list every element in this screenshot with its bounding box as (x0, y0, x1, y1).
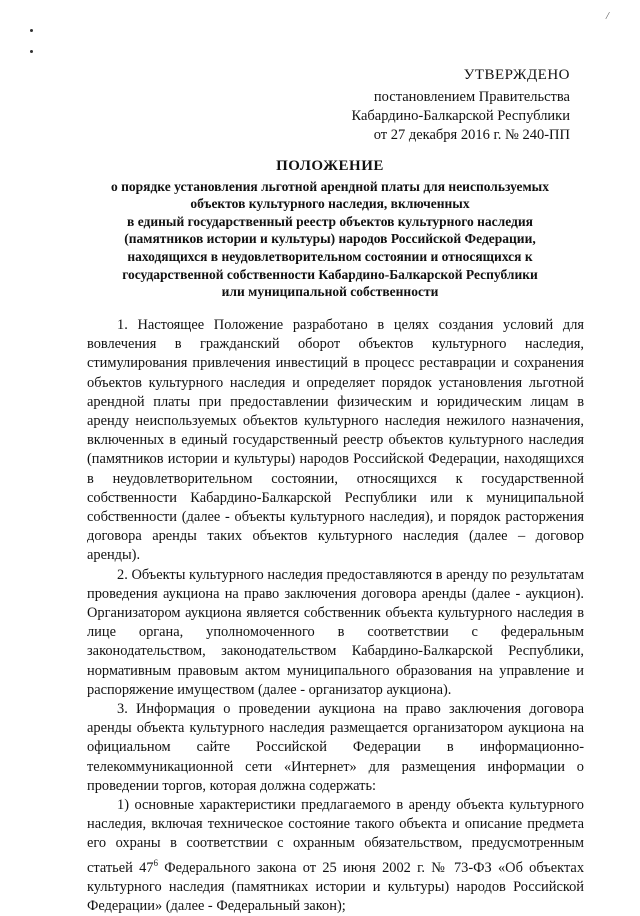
approval-stamp (330, 66, 570, 145)
title-line: (памятников истории и культуры) народов Российской Федерации, (124, 231, 536, 247)
approval-line: Кабардино-Балкарской Республики (351, 108, 570, 124)
paragraph-2: 2. Объекты культурного наследия предоставляются в аренду по результатам проведения аукциона на право заключения договора аренды (далее - аукцион). Организатором аукциона является собственник объекта культурного наследия в лице органа, уполномоченного в соответствии с федеральным законодательством, законодательством Кабардино-Балкарской Республики, нормативным правовым актом муниципального образования на управление и распоряжение имуществом (далее - организатор аукциона). (87, 566, 584, 698)
corner-mark: / (604, 9, 611, 23)
list-item-1 (87, 796, 584, 916)
document-title (70, 158, 590, 301)
scan-dot (30, 29, 33, 32)
document-body (87, 316, 584, 916)
title-line: в единый государственный реестр объектов культурного наследия (127, 213, 533, 229)
title-heading: ПОЛОЖЕНИЕ (276, 158, 384, 174)
title-line: объектов культурного наследия, включенных (190, 196, 470, 212)
paragraph-3: 3. Информация о проведении аукциона на право заключения договора аренды объекта культурного наследия размещается организатором аукциона на официальном сайте Российской Федерации в информационно-телекоммуникационной сети «Интернет» для размещения информации о проведении торгов, которая должна содержать: (87, 701, 584, 794)
list-item-1-text: 1) основные характеристики предлагаемого в аренду объекта культурного наследия, включая техническое состояние такого объекта и описание предмета его охраны в соответствии с охранным обязательством, предусмотренным статьей 47 (87, 797, 584, 876)
article-superscript: 6 (153, 857, 158, 868)
title-line: о порядке установления льготной арендной платы для неиспользуемых (111, 178, 549, 194)
approval-line: от 27 декабря 2016 г. № 240-ПП (373, 127, 570, 143)
list-item-1-text-cont: Федерального закона от 25 июня 2002 г. № 73-ФЗ «Об объектах культурного наследия (памятниках истории и культуры) народов Российской Федерации» (далее - Федеральный закон); (87, 859, 585, 914)
title-line: или муниципальной собственности (221, 284, 439, 300)
paragraph-1: 1. Настоящее Положение разработано в целях создания условий для вовлечения в гражданский оборот объектов культурного наследия, стимулирования привлечения инвестиций в процесс реставрации и сохранения объектов культурного наследия и определяет порядок установления льготной арендной платы при предоставлении физическим и юридическим лицам в аренду неиспользуемых объектов культурного наследия нежилого назначения, включенных в единый государственный реестр объектов культурного наследия (памятников истории и культуры) народов Российской Федерации, находящихся в неудовлетворительном состоянии, относящихся к государственной собственности Кабардино-Балкарской Республики или к муниципальной собственности (далее - объекты культурного наследия), и порядок расторжения договора аренды таких объектов культурного наследия (далее – договор аренды). (87, 317, 584, 564)
approval-line: постановлением Правительства (373, 89, 570, 105)
title-line: находящихся в неудовлетворительном состоянии и относящихся к (127, 248, 533, 264)
scan-dot (30, 50, 33, 53)
approval-heading: УТВЕРЖДЕНО (463, 67, 570, 83)
title-line: государственной собственности Кабардино-Балкарской Республики (122, 266, 538, 282)
